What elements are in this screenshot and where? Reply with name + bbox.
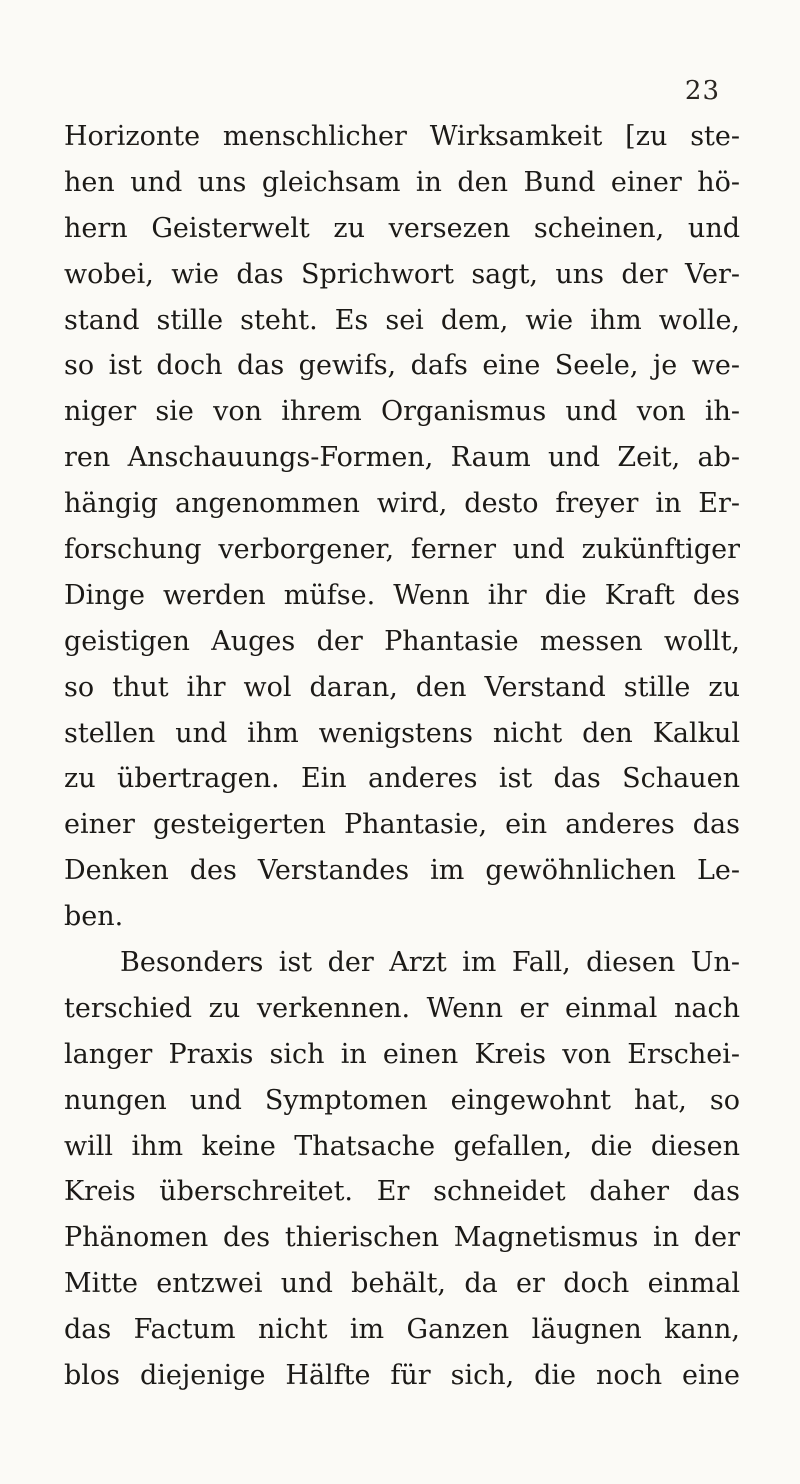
text-line: nungen und Symptomen eingewohnt hat, so [64, 1084, 740, 1116]
text-line: einer gesteigerten Phantasie, ein anderes das [64, 809, 740, 841]
text-line: Mitte entzwei und behält, da er doch einmal [64, 1268, 740, 1300]
text-line: zu übertragen. Ein anderes ist das Schauen [64, 763, 740, 795]
text-line: blos diejenige Hälfte für sich, die noch eine [64, 1360, 740, 1392]
text-line: stand stille steht. Es sei dem, wie ihm wolle, [64, 304, 740, 336]
text-line: hängig angenommen wird, desto freyer in Er- [64, 488, 740, 520]
text-line: stellen und ihm wenigstens nicht den Kalkul [64, 717, 740, 749]
body-text [64, 114, 740, 1399]
text-line: Phänomen des thierischen Magnetismus in der [64, 1222, 740, 1254]
text-line: Kreis überschreitet. Er schneidet daher das [64, 1176, 740, 1208]
text-line: will ihm keine Thatsache gefallen, die diesen [64, 1130, 740, 1162]
text-line: das Factum nicht im Ganzen läugnen kann, [64, 1314, 740, 1346]
paragraph-start-line: Besonders ist der Arzt im Fall, diesen Un- [120, 947, 740, 979]
text-line: forschung verborgener, ferner und zukünftiger [64, 534, 740, 566]
text-line: hen und uns gleichsam in den Bund einer hö- [64, 166, 740, 198]
text-line: wobei, wie das Sprichwort sagt, uns der Ver- [64, 258, 740, 290]
text-line: so ist doch das gewifs, dafs eine Seele, je we- [64, 350, 740, 382]
text-line: so thut ihr wol daran, den Verstand stille zu [64, 671, 740, 703]
text-line: geistigen Auges der Phantasie messen wollt, [64, 625, 740, 657]
text-line: langer Praxis sich in einen Kreis von Erschei- [64, 1038, 740, 1070]
text-line: niger sie von ihrem Organismus und von ih- [64, 396, 740, 428]
text-line: Denken des Verstandes im gewöhnlichen Le- [64, 855, 740, 887]
text-line: ren Anschauungs-Formen, Raum und Zeit, ab- [64, 442, 740, 474]
page-number: 23 [684, 76, 720, 106]
text-line: terschied zu verkennen. Wenn er einmal nach [64, 992, 740, 1024]
paragraph-end-line: ben. [64, 901, 124, 933]
text-line: Dinge werden müfse. Wenn ihr die Kraft des [64, 579, 740, 611]
text-line: Horizonte menschlicher Wirksamkeit [zu ste- [64, 121, 740, 152]
text-line: hern Geisterwelt zu versezen scheinen, und [64, 212, 740, 244]
